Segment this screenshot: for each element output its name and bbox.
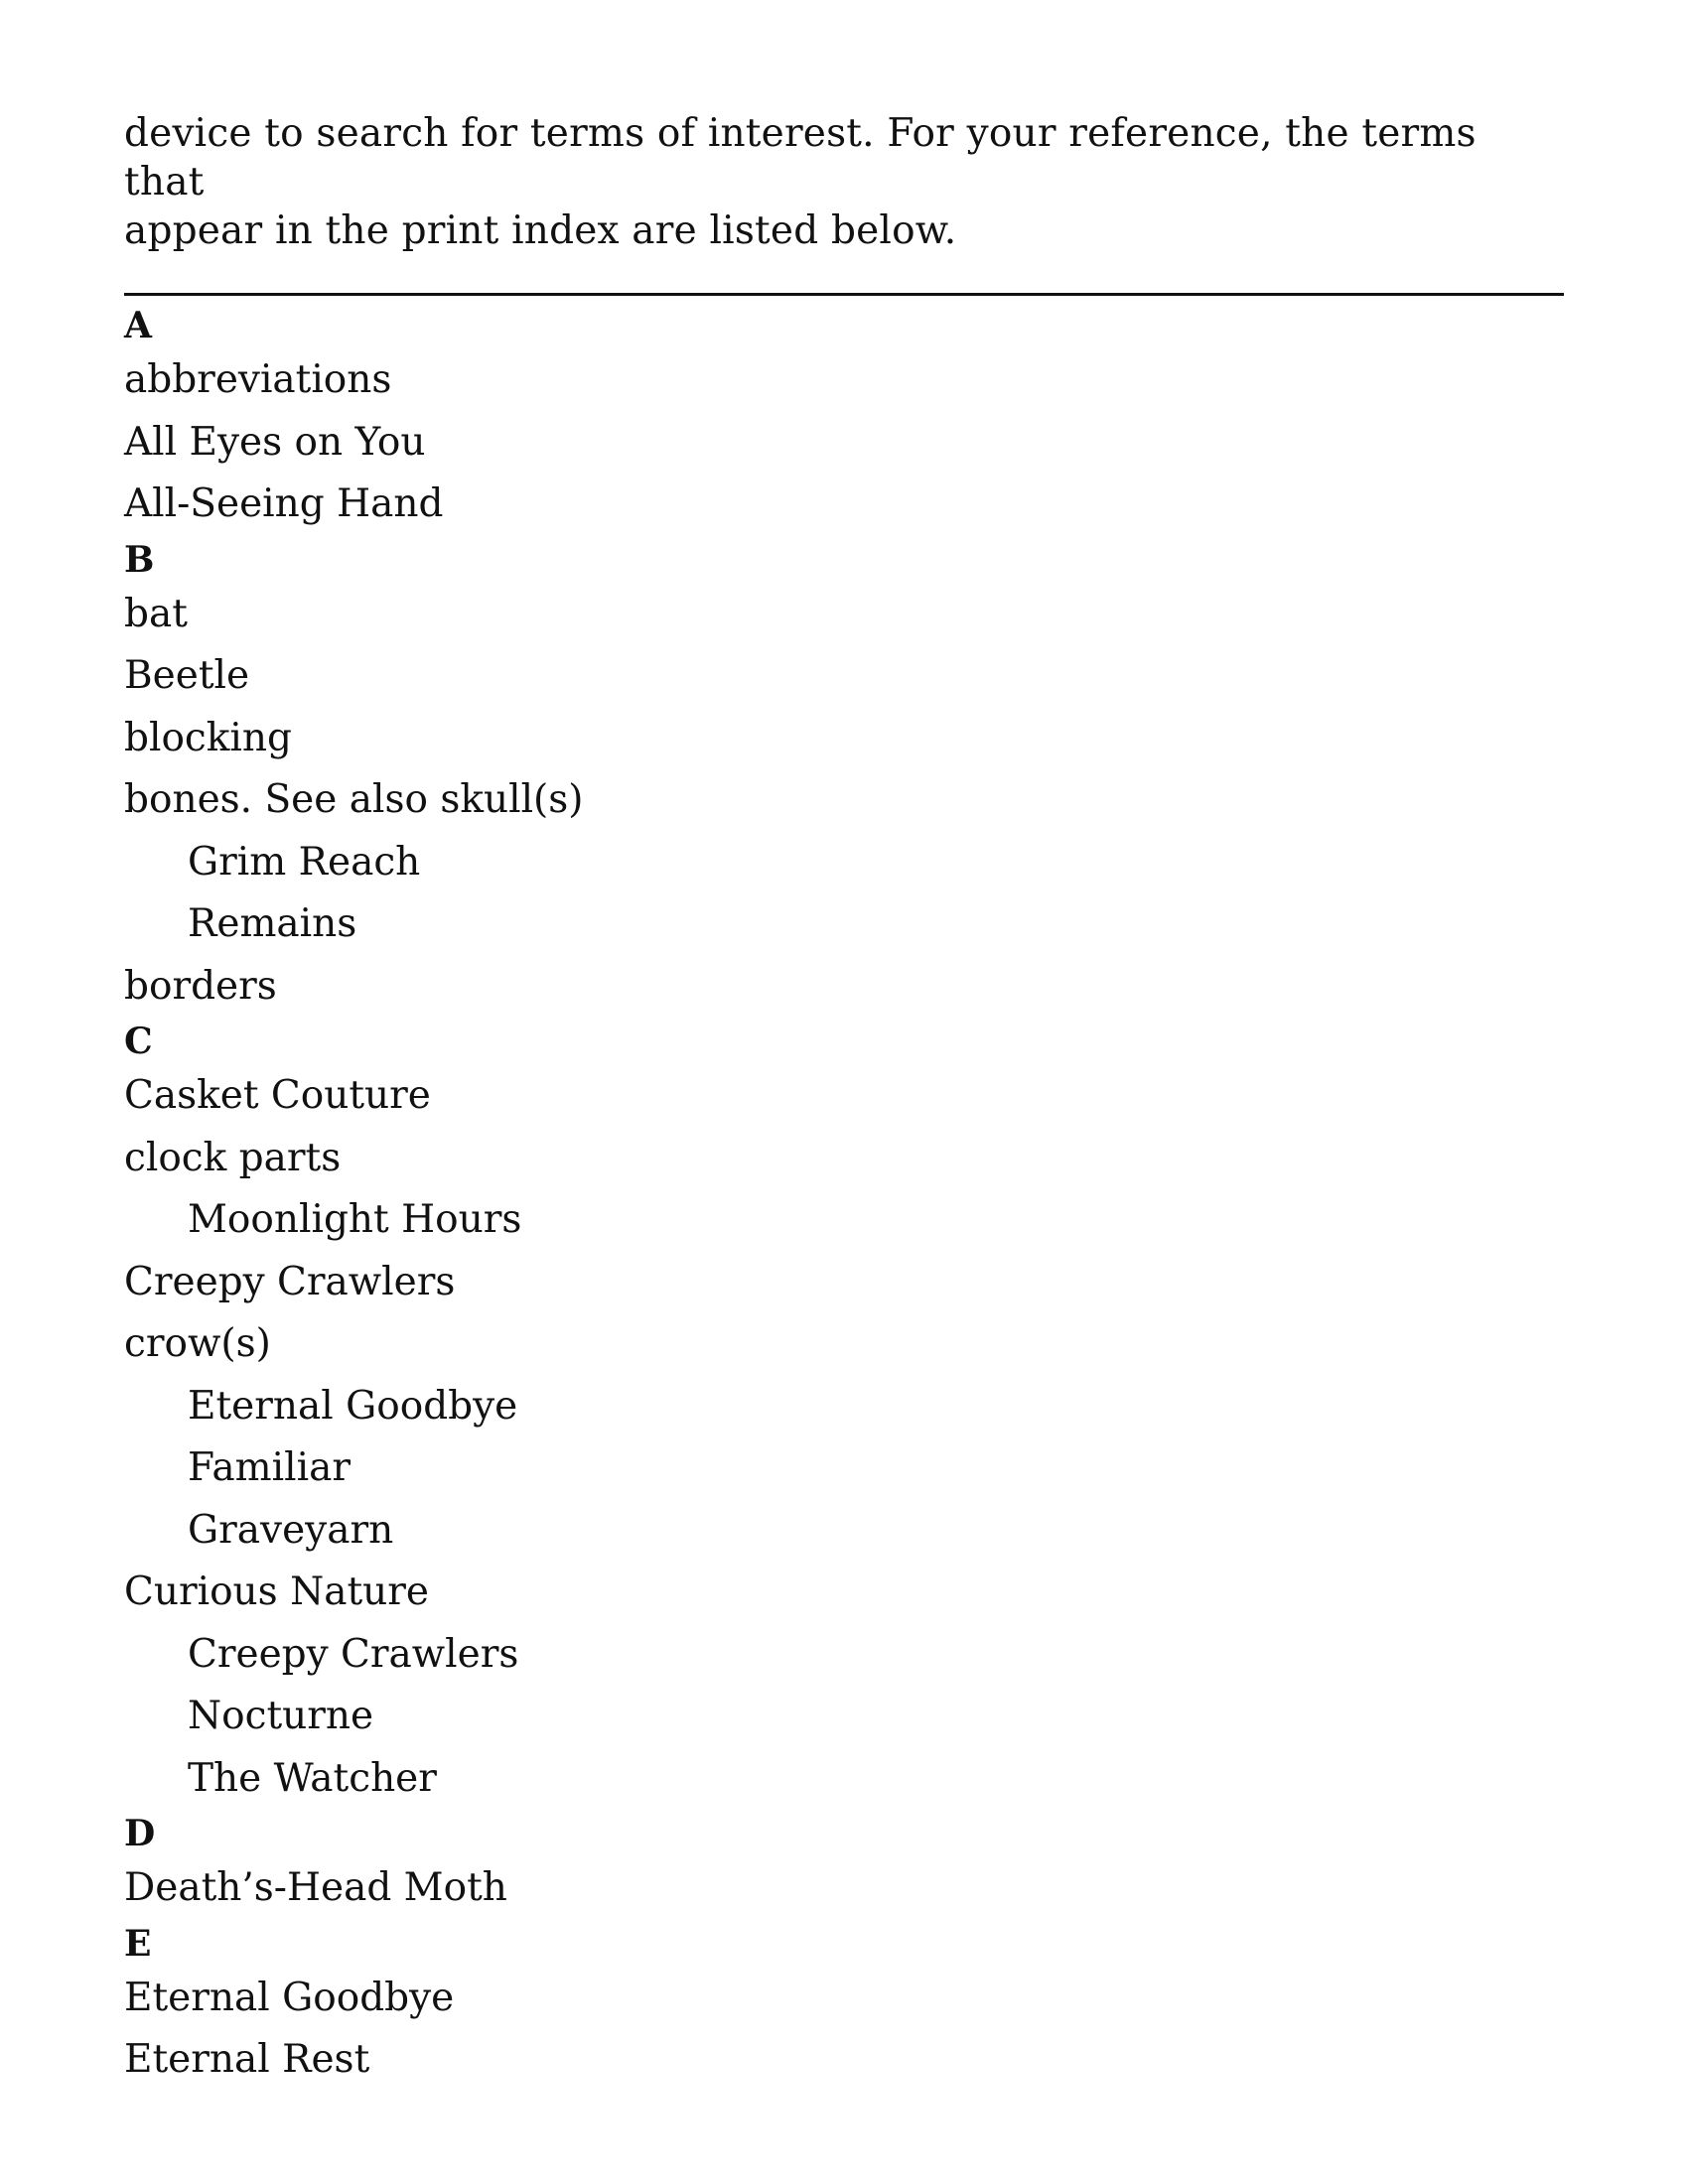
index-entry: bones. See also skull(s): [124, 777, 584, 822]
intro-line-1: device to search for terms of interest. For your reference, the terms that: [124, 111, 1477, 205]
index-letter-heading: A: [124, 305, 152, 346]
index-entry: abbreviations: [124, 357, 392, 402]
index-entry: bat: [124, 591, 188, 636]
index-entry: clock parts: [124, 1135, 342, 1180]
index-entry: Death’s-Head Moth: [124, 1865, 507, 1910]
index-entry: crow(s): [124, 1321, 271, 1366]
intro-line-2: appear in the print index are listed below.: [124, 208, 957, 253]
index-subentry: Creepy Crawlers: [188, 1631, 519, 1677]
index-entry: Casket Couture: [124, 1073, 431, 1118]
index-entry: blocking: [124, 715, 292, 760]
page: [124, 109, 1564, 2092]
index-letter-heading: E: [124, 1922, 152, 1965]
index-subentry: Graveyarn: [188, 1507, 394, 1553]
index-subentry: The Watcher: [188, 1755, 437, 1801]
index-letter-heading: B: [124, 538, 155, 581]
intro-paragraph: [124, 109, 1564, 255]
index-letter-heading: C: [124, 1021, 153, 1062]
index-entry: Creepy Crawlers: [124, 1259, 456, 1304]
index-subentry: Moonlight Hours: [188, 1197, 522, 1242]
index-entry: Eternal Goodbye: [124, 1975, 455, 2020]
index-entry: borders: [124, 963, 277, 1009]
divider-rule: [124, 293, 1564, 296]
index-entry: All-Seeing Hand: [124, 481, 444, 526]
index-subentry: Nocturne: [188, 1694, 374, 1738]
index-entry: Beetle: [124, 653, 250, 698]
index-subentry: Grim Reach: [188, 839, 421, 885]
index-entry: Eternal Rest: [124, 2037, 370, 2082]
index-entry: Curious Nature: [124, 1570, 429, 1614]
index-entry: All Eyes on You: [124, 419, 426, 465]
index-list: [124, 302, 1564, 2092]
index-subentry: Remains: [188, 901, 357, 946]
index-letter-heading: D: [124, 1813, 156, 1854]
index-subentry: Eternal Goodbye: [188, 1383, 518, 1429]
index-subentry: Familiar: [188, 1445, 351, 1490]
